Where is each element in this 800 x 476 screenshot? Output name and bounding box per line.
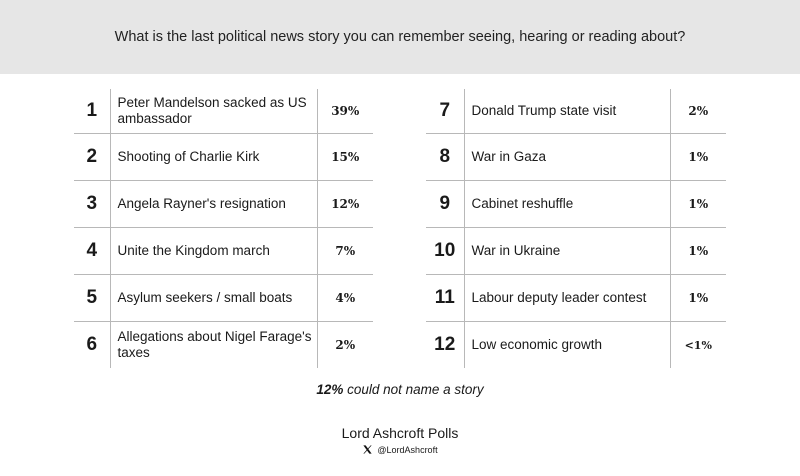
table-row [74, 89, 373, 134]
story-percent: 12% [317, 181, 373, 228]
story-percent: 15% [317, 134, 373, 181]
story-percent: 1% [670, 134, 726, 181]
story-label: Unite the Kingdom march [110, 228, 317, 275]
x-logo-icon [362, 444, 373, 455]
rank-number: 4 [74, 228, 110, 275]
table-row [426, 181, 726, 228]
story-label: Labour deputy leader contest [464, 275, 670, 322]
story-label: Angela Rayner's resignation [110, 181, 317, 228]
social-handle [0, 444, 800, 455]
story-percent: 4% [317, 275, 373, 322]
rank-number: 11 [426, 275, 464, 322]
story-label: Low economic growth [464, 322, 670, 369]
table-row [426, 322, 726, 369]
story-label: War in Gaza [464, 134, 670, 181]
rank-number: 8 [426, 134, 464, 181]
rank-number: 1 [74, 89, 110, 134]
handle-text: @LordAshcroft [377, 444, 438, 455]
rank-number: 12 [426, 322, 464, 369]
table-row [74, 134, 373, 181]
story-percent: 1% [670, 275, 726, 322]
story-percent: 2% [335, 338, 356, 352]
question-header [0, 0, 800, 74]
story-label: Shooting of Charlie Kirk [110, 134, 317, 181]
rank-number: 5 [74, 275, 110, 322]
story-label: War in Ukraine [464, 228, 670, 275]
story-percent: <1% [684, 338, 712, 352]
story-percent: 39% [317, 89, 373, 134]
rank-number: 10 [426, 228, 464, 275]
rank-number: 9 [426, 181, 464, 228]
rank-number: 6 [74, 322, 110, 369]
table-row [74, 181, 373, 228]
table-row [426, 228, 726, 275]
story-label: Asylum seekers / small boats [110, 275, 317, 322]
story-label: Cabinet reshuffle [464, 181, 670, 228]
table-row [426, 89, 726, 134]
footnote-text: could not name a story [343, 382, 484, 397]
story-label: Peter Mandelson sacked as US ambassador [110, 89, 317, 134]
question-text: What is the last political news story you can remember seeing, hearing or reading about? [114, 29, 686, 45]
story-percent: 1% [670, 181, 726, 228]
table-row [426, 275, 726, 322]
table-row [74, 322, 373, 369]
story-label: Allegations about Nigel Farage's taxes [110, 322, 317, 369]
brand-name: Lord Ashcroft Polls [341, 425, 459, 441]
table-row [74, 275, 373, 322]
results-table-left [74, 89, 373, 368]
story-percent: 7% [317, 228, 373, 275]
footnote-percent: 12% [316, 382, 344, 397]
rank-number: 2 [74, 134, 110, 181]
results-table-right [426, 89, 726, 368]
table-row [426, 134, 726, 181]
story-percent: 1% [670, 228, 726, 275]
rank-number: 3 [74, 181, 110, 228]
table-row [74, 228, 373, 275]
footnote [0, 382, 800, 397]
story-label: Donald Trump state visit [464, 89, 670, 134]
rank-number: 7 [426, 89, 464, 134]
story-percent: 2% [670, 89, 726, 134]
